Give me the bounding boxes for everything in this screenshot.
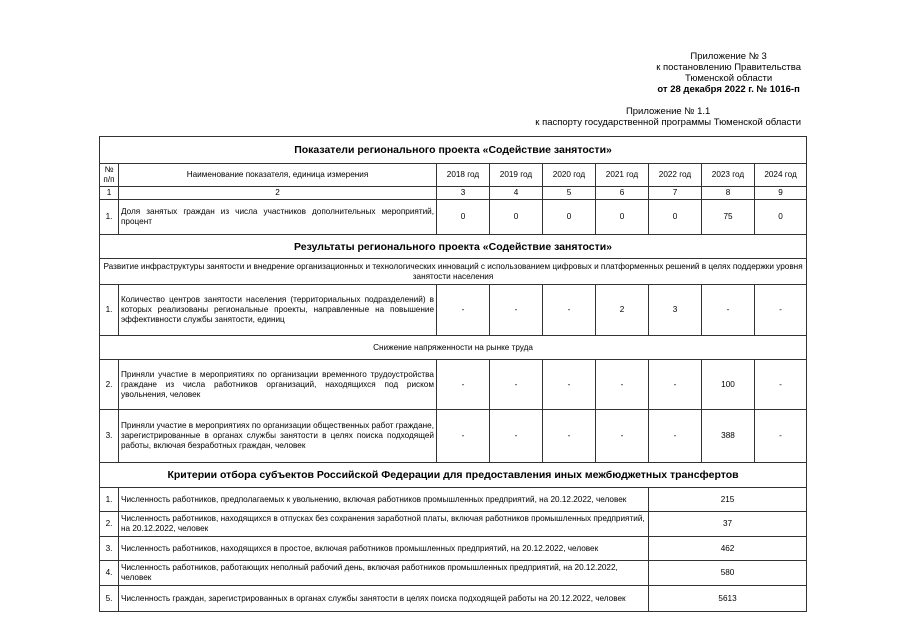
row-name: Приняли участие в мероприятиях по организации временного трудоустройства граждане из числа работников организаций, находящихся под риском увольнения, человек: [119, 360, 437, 410]
row-value: -: [437, 285, 490, 336]
criteria-name: Численность работников, находящихся в отпусках без сохранения заработной платы, включая работников промышленных предприятий, на 20.12.2022, человек: [119, 512, 649, 537]
criteria-name: Численность работников, работающих неполный рабочий день, включая работников промышленных предприятий, на 20.12.2022, человек: [119, 561, 649, 586]
table-row: [100, 285, 807, 336]
criteria-value: 580: [649, 561, 807, 586]
criteria-num: 3.: [100, 537, 119, 561]
col-name-header: Наименование показателя, единица измерения: [119, 164, 437, 187]
results-title: Результаты регионального проекта «Содействие занятости»: [100, 235, 807, 259]
passport-header: [535, 106, 801, 128]
row-value: 0: [437, 200, 490, 235]
table-row: [100, 586, 807, 612]
row-value: 100: [702, 360, 755, 410]
row-value: -: [490, 410, 543, 463]
results-subheading: Развитие инфраструктуры занятости и внедрение организационных и технологических инноваций с использованием цифровых и платформенных решений в целях поддержки уровня занятости населения: [100, 259, 807, 285]
row-name: Доля занятых граждан из числа участников дополнительных мероприятий, процент: [119, 200, 437, 235]
row-value: -: [755, 285, 807, 336]
row-value: 0: [755, 200, 807, 235]
col-year-header: 2023 год: [702, 164, 755, 187]
col-year-header: 2018 год: [437, 164, 490, 187]
col-index: 4: [490, 187, 543, 200]
col-year-header: 2024 год: [755, 164, 807, 187]
col-year-header: 2019 год: [490, 164, 543, 187]
criteria-name: Численность работников, предполагаемых к увольнению, включая работников промышленных предприятий, на 20.12.2022, человек: [119, 488, 649, 512]
row-value: 3: [649, 285, 702, 336]
criteria-title: Критерии отбора субъектов Российской Федерации для предоставления иных межбюджетных трансфертов: [100, 463, 807, 488]
row-num: 2.: [100, 360, 119, 410]
col-index: 1: [100, 187, 119, 200]
col-index: 7: [649, 187, 702, 200]
row-value: -: [649, 360, 702, 410]
criteria-name: Численность работников, находящихся в простое, включая работников промышленных предприятий, на 20.12.2022, человек: [119, 537, 649, 561]
results-subheading: Снижение напряженности на рынке труда: [100, 336, 807, 360]
table-row: [100, 410, 807, 463]
appendix-date: от 28 декабря 2022 г. № 1016-п: [657, 84, 800, 95]
col-year-header: 2021 год: [596, 164, 649, 187]
row-value: 0: [649, 200, 702, 235]
row-value: -: [755, 410, 807, 463]
table-row: [100, 561, 807, 586]
row-value: -: [649, 410, 702, 463]
col-year-header: 2020 год: [543, 164, 596, 187]
row-value: -: [437, 360, 490, 410]
passport-program: к паспорту государственной программы Тюменской области: [535, 117, 801, 128]
col-index: 9: [755, 187, 807, 200]
col-index: 5: [543, 187, 596, 200]
row-value: -: [490, 285, 543, 336]
col-index: 3: [437, 187, 490, 200]
col-year-header: 2022 год: [649, 164, 702, 187]
row-value: 0: [490, 200, 543, 235]
row-value: -: [543, 410, 596, 463]
passport-appendix-number: Приложение № 1.1: [625, 106, 711, 117]
criteria-num: 2.: [100, 512, 119, 537]
col-index: 2: [119, 187, 437, 200]
table-row: [100, 512, 807, 537]
indicators-table: [99, 136, 807, 612]
criteria-num: 5.: [100, 586, 119, 612]
row-value: 75: [702, 200, 755, 235]
appendix-number: Приложение № 3: [690, 51, 767, 62]
row-value: -: [596, 360, 649, 410]
row-name: Количество центров занятости населения (территориальных подразделений) в которых реализованы региональные проекты, направленные на повышение эффективности службы занятости, единиц: [119, 285, 437, 336]
row-value: -: [755, 360, 807, 410]
row-value: 388: [702, 410, 755, 463]
criteria-value: 5613: [649, 586, 807, 612]
row-value: 0: [596, 200, 649, 235]
row-value: -: [543, 285, 596, 336]
row-value: -: [702, 285, 755, 336]
criteria-num: 4.: [100, 561, 119, 586]
row-value: -: [437, 410, 490, 463]
criteria-value: 462: [649, 537, 807, 561]
criteria-value: 215: [649, 488, 807, 512]
col-index: 6: [596, 187, 649, 200]
row-value: 0: [543, 200, 596, 235]
row-value: -: [543, 360, 596, 410]
row-value: 2: [596, 285, 649, 336]
criteria-name: Численность граждан, зарегистрированных в органах службы занятости в целях поиска подходящей работы на 20.12.2022, человек: [119, 586, 649, 612]
row-num: 3.: [100, 410, 119, 463]
col-num-header: № п/п: [100, 164, 119, 187]
row-name: Приняли участие в мероприятиях по организации общественных работ граждане, зарегистрированные в органах службы занятости в целях поиска подходящей работы, включая безработных граждан, человек: [119, 410, 437, 463]
row-value: -: [490, 360, 543, 410]
indicators-title: Показатели регионального проекта «Содействие занятости»: [100, 137, 807, 164]
appendix-decree: к постановлению Правительства: [656, 62, 801, 73]
row-num: 1.: [100, 285, 119, 336]
criteria-num: 1.: [100, 488, 119, 512]
table-row: [100, 488, 807, 512]
row-value: -: [596, 410, 649, 463]
row-num: 1.: [100, 200, 119, 235]
table-row: [100, 537, 807, 561]
appendix-region: Тюменской области: [684, 73, 773, 84]
table-row: [100, 200, 807, 235]
col-index: 8: [702, 187, 755, 200]
appendix-header: [656, 51, 801, 95]
criteria-value: 37: [649, 512, 807, 537]
table-row: [100, 360, 807, 410]
